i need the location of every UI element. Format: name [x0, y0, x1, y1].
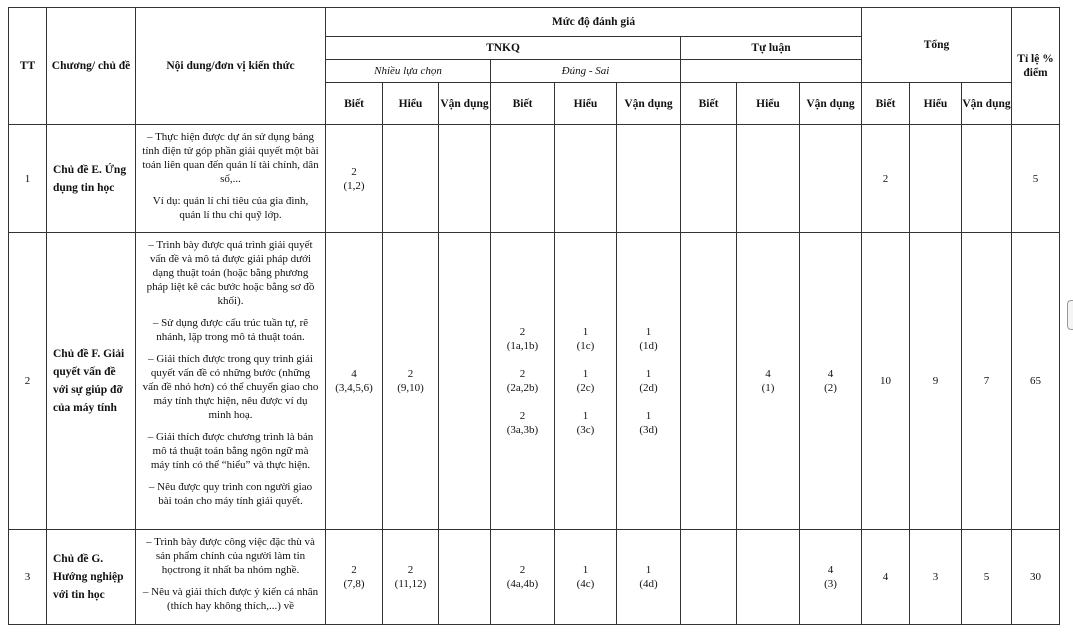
assessment-matrix-table [8, 7, 1060, 625]
content-line: – Sử dụng được cấu trúc tuần tự, rẽ nhánh, lặp trong mô tả thuật toán. [152, 317, 309, 343]
header-tnkq: TNKQ [326, 37, 681, 60]
header-mc-biet: Biết [326, 83, 383, 125]
cell-ds-biet: 2 (1a,1b) 2 (2a,2b) 2 (3a,3b) [491, 233, 555, 530]
content-line: – Giải thích được chương trình là bản mô tả thuật toán bằng ngôn ngữ mà máy tính có thể “hiểu” và thực hiện. [147, 431, 314, 471]
content-line: – Nêu và giải thích được ý kiến cá nhân (thích hay không thích,...) về [142, 586, 319, 612]
side-panel-handle[interactable] [1067, 300, 1073, 330]
cell-mc-van-dung [439, 530, 491, 625]
row-topic: Chủ đề F. Giải quyết vấn đề với sự giúp đỡ của máy tính [47, 233, 136, 530]
header-chapter: Chương/ chủ đề [47, 8, 136, 125]
cell-total-van-dung [962, 125, 1012, 233]
content-line: Ví dụ: quản lí chi tiêu của gia đình, quản lí thu chi quỹ lớp. [152, 195, 309, 221]
cell-mc-biet: 2 (7,8) [326, 530, 383, 625]
header-tt: TT [9, 8, 47, 125]
cell-tl-van-dung: 4 (3) [800, 530, 862, 625]
header-multiple-choice: Nhiều lựa chọn [326, 60, 491, 83]
cell-total-biet: 10 [862, 233, 910, 530]
cell-ds-hieu: 1 (4c) [555, 530, 617, 625]
cell-tl-van-dung: 4 (2) [800, 233, 862, 530]
cell-mc-hieu: 2 (11,12) [383, 530, 439, 625]
cell-total-van-dung: 7 [962, 233, 1012, 530]
header-total-van-dung: Vận dụng [962, 83, 1012, 125]
cell-tl-biet [681, 233, 737, 530]
header-ratio: Tỉ lệ % điểm [1012, 8, 1060, 125]
cell-tl-biet [681, 125, 737, 233]
content-line: – Trình bày được quá trình giải quyết vấn đề và mô tả được giải pháp dưới dạng thuật toán (hoặc bằng phương pháp liệt kê các bước hoặc bằng sơ đồ khối). [146, 239, 315, 307]
header-tl-hieu: Hiểu [737, 83, 800, 125]
header-tl-biet: Biết [681, 83, 737, 125]
header-essay: Tự luận [681, 37, 862, 60]
row-content [136, 125, 326, 233]
header-ds-hieu: Hiểu [555, 83, 617, 125]
header-mc-van-dung: Vận dụng [439, 83, 491, 125]
cell-ratio: 65 [1012, 233, 1060, 530]
cell-mc-hieu: 2 (9,10) [383, 233, 439, 530]
cell-tl-hieu: 4 (1) [737, 233, 800, 530]
table-row [9, 233, 1060, 530]
row-topic: Chủ đề G. Hướng nghiệp với tin học [47, 530, 136, 625]
cell-ratio: 30 [1012, 530, 1060, 625]
row-content [136, 530, 326, 625]
cell-total-biet: 2 [862, 125, 910, 233]
row-topic: Chủ đề E. Ứng dụng tin học [47, 125, 136, 233]
header-essay-blank [681, 60, 862, 83]
cell-tl-biet [681, 530, 737, 625]
header-ds-van-dung: Vận dụng [617, 83, 681, 125]
cell-tl-hieu [737, 125, 800, 233]
cell-ds-hieu [555, 125, 617, 233]
cell-tl-hieu [737, 530, 800, 625]
cell-ds-biet [491, 125, 555, 233]
cell-total-hieu [910, 125, 962, 233]
table-row [9, 530, 1060, 625]
header-total-biet: Biết [862, 83, 910, 125]
cell-ds-biet: 2 (4a,4b) [491, 530, 555, 625]
header-content: Nội dung/đơn vị kiến thức [136, 8, 326, 125]
cell-mc-biet: 2 (1,2) [326, 125, 383, 233]
content-line: – Trình bày được công việc đặc thù và sản phẩm chính của người làm tin họctrong ít nhất ba nhóm nghề. [146, 536, 315, 576]
cell-mc-van-dung [439, 233, 491, 530]
row-tt: 1 [9, 125, 47, 233]
content-line: – Nêu được quy trình con người giao bài toán cho máy tính giải quyết. [148, 481, 313, 507]
header-mc-hieu: Hiểu [383, 83, 439, 125]
row-tt: 2 [9, 233, 47, 530]
row-tt: 3 [9, 530, 47, 625]
cell-total-hieu: 9 [910, 233, 962, 530]
header-tl-van-dung: Vận dụng [800, 83, 862, 125]
table-row [9, 125, 1060, 233]
cell-mc-biet: 4 (3,4,5,6) [326, 233, 383, 530]
cell-ds-hieu: 1 (1c) 1 (2c) 1 (3c) [555, 233, 617, 530]
cell-tl-van-dung [800, 125, 862, 233]
cell-total-biet: 4 [862, 530, 910, 625]
header-total: Tổng [862, 8, 1012, 83]
header-true-false: Đúng - Sai [491, 60, 681, 83]
cell-mc-hieu [383, 125, 439, 233]
cell-ds-van-dung [617, 125, 681, 233]
content-line: – Giải thích được trong quy trình giải quyết vấn đề có những bước (những vấn đề nhỏ hơn) có thể chuyển giao cho máy tính thực hiện, nêu được ví dụ minh hoạ. [142, 353, 319, 421]
header-ds-biet: Biết [491, 83, 555, 125]
cell-mc-van-dung [439, 125, 491, 233]
content-line: – Thực hiện được dự án sử dụng bảng tính điện tử góp phần giải quyết một bài toán liên quan đến quản lí tài chính, dân số,... [142, 131, 319, 185]
cell-total-van-dung: 5 [962, 530, 1012, 625]
cell-ds-van-dung: 1 (4d) [617, 530, 681, 625]
cell-ds-van-dung: 1 (1d) 1 (2d) 1 (3d) [617, 233, 681, 530]
cell-ratio: 5 [1012, 125, 1060, 233]
row-content [136, 233, 326, 530]
header-total-hieu: Hiểu [910, 83, 962, 125]
header-assessment-level: Mức độ đánh giá [326, 8, 862, 37]
cell-total-hieu: 3 [910, 530, 962, 625]
